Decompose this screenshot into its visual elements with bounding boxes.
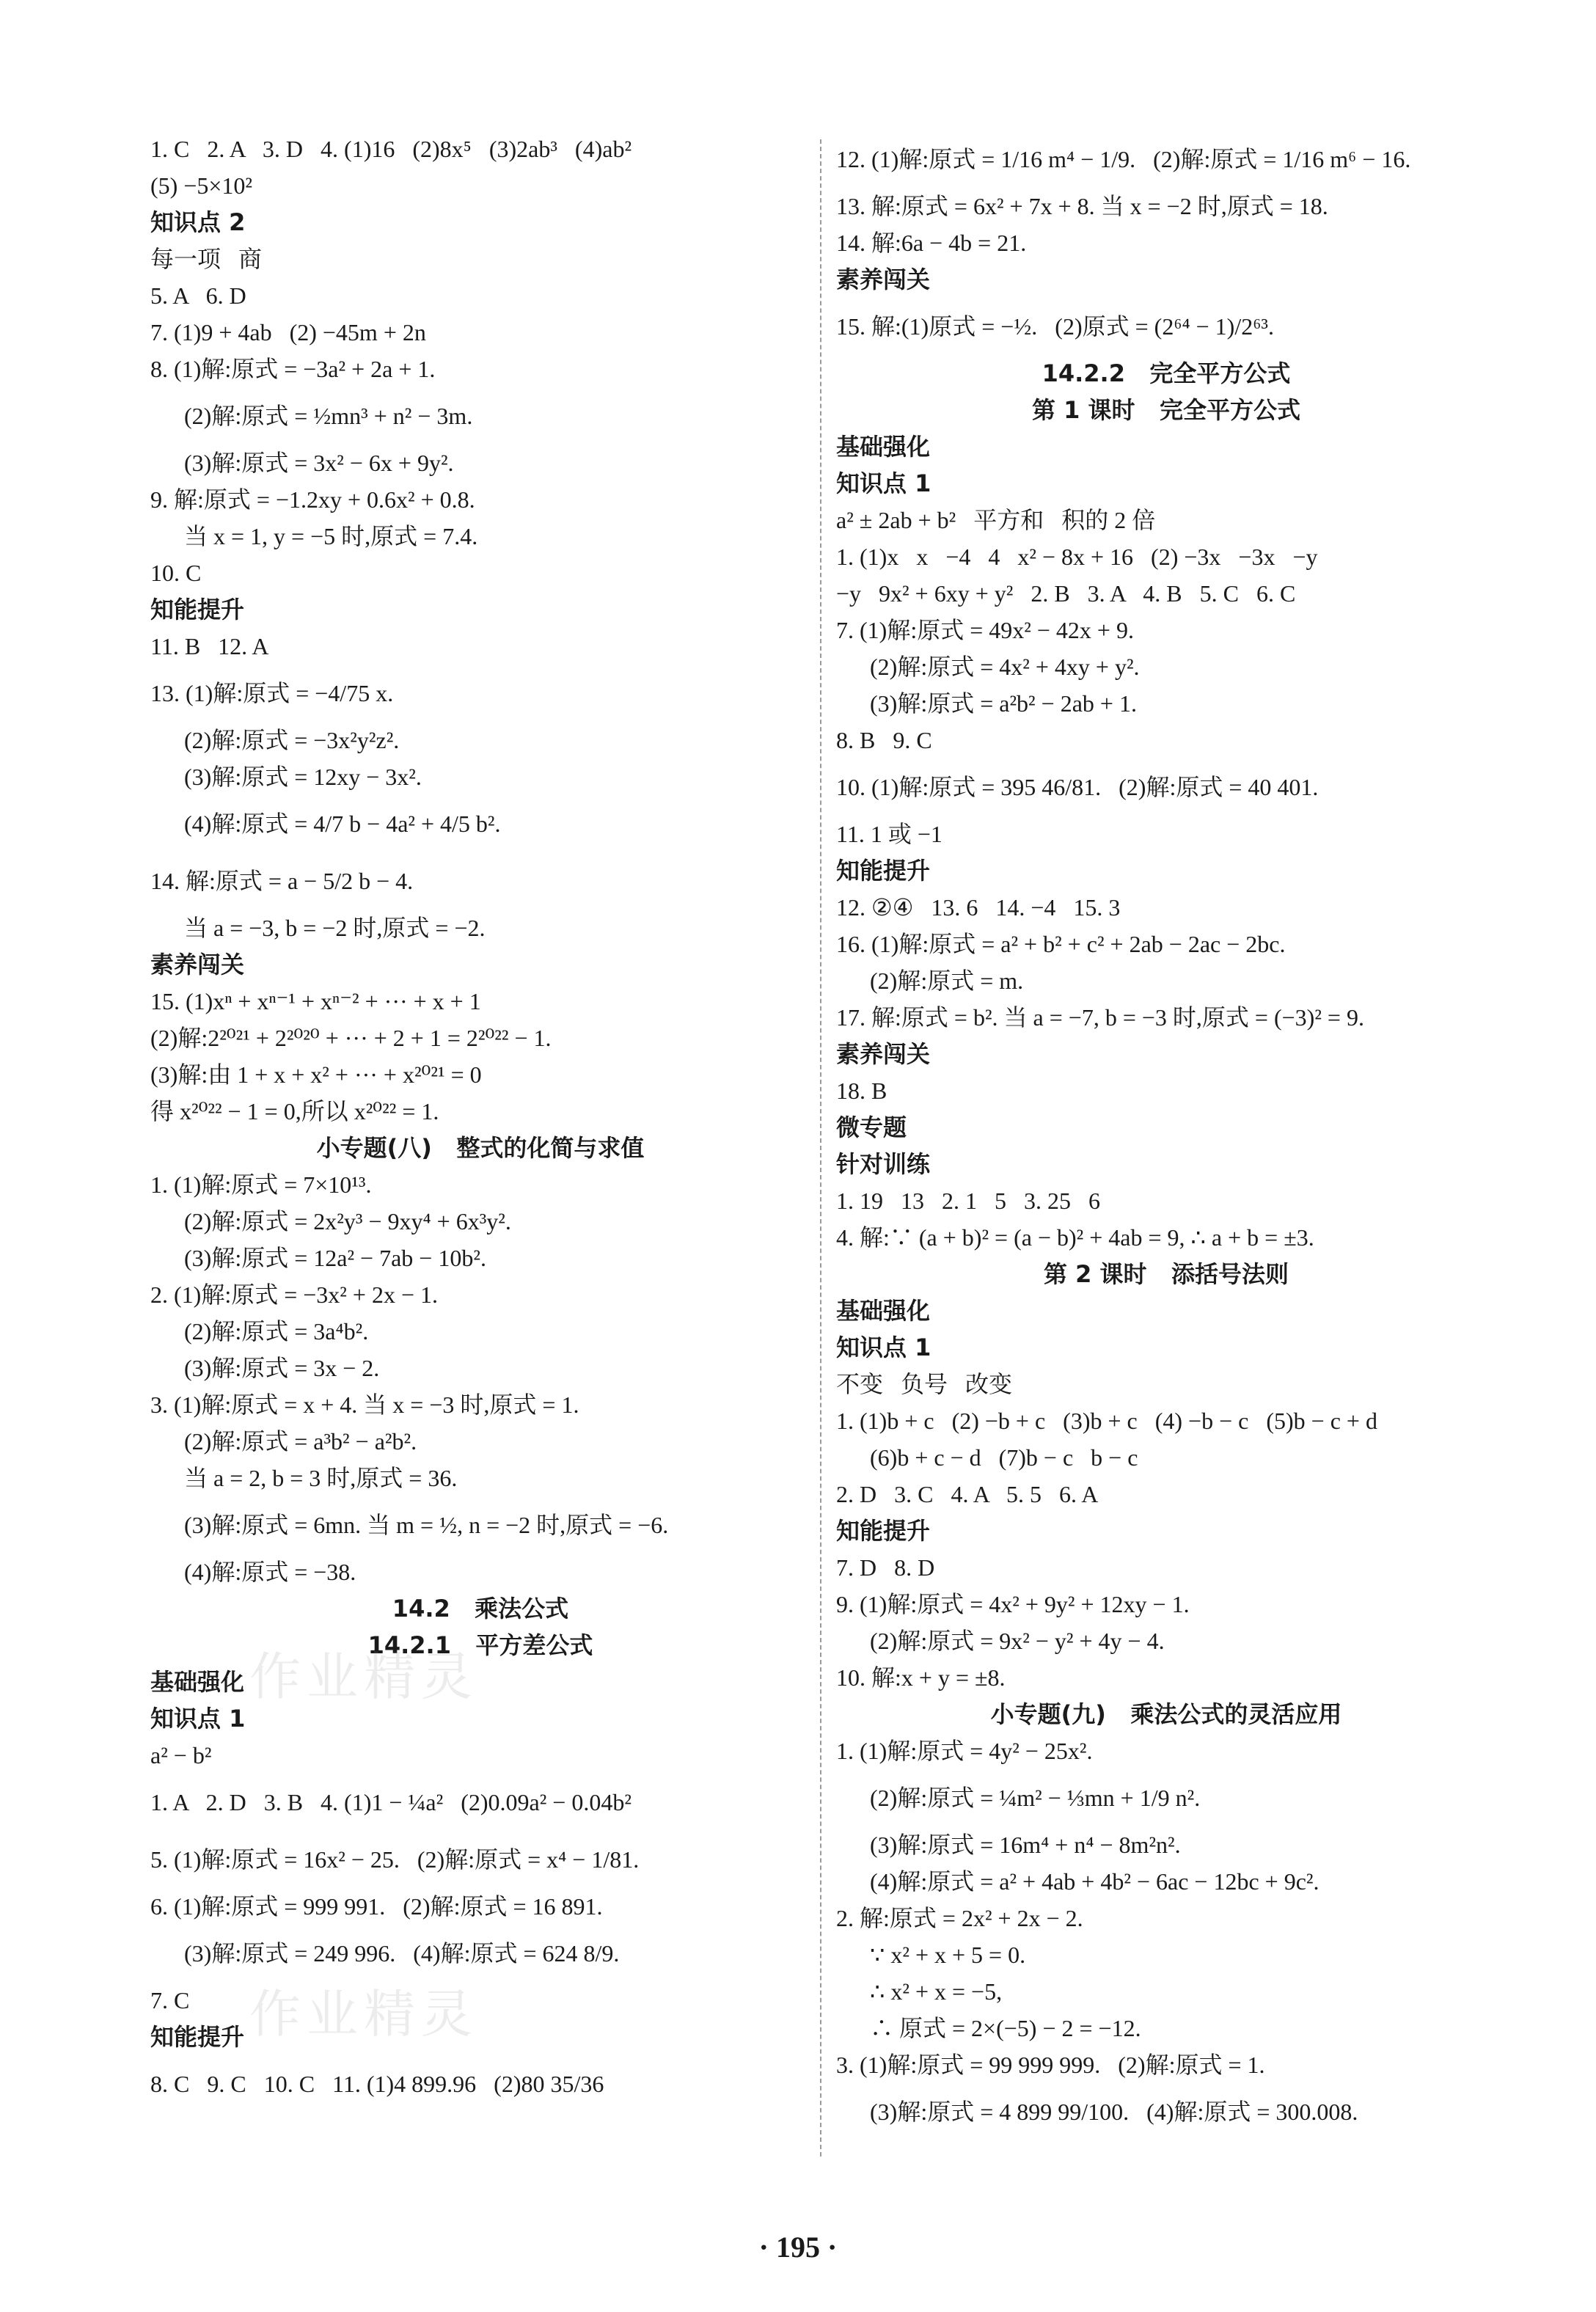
answer-line: 3. (1)解:原式 = x + 4. 当 x = −3 时,原式 = 1. [150, 1391, 579, 1418]
section-title: 小专题(九) 乘法公式的灵活应用 [990, 1700, 1342, 1728]
answer-line: (3)解:原式 = 3x − 2. [184, 1355, 380, 1381]
section-heading: 知识点 1 [836, 469, 931, 497]
answer-line: 7. C [150, 1987, 190, 2013]
answer-line: 7. (1)9 + 4ab (2) −45m + 2n [150, 319, 426, 345]
answer-line: −y 9x² + 6xy + y² 2. B 3. A 4. B 5. C 6. C [836, 580, 1296, 607]
answer-line: 11. B 12. A [150, 633, 269, 659]
answer-line: 每一项 商 [150, 246, 263, 272]
answer-line: (3)解:原式 = 16m⁴ + n⁴ − 8m²n². [870, 1832, 1181, 1858]
answer-line: (4)解:原式 = a² + 4ab + 4b² − 6ac − 12bc + 9c². [870, 1868, 1319, 1895]
answer-line: (4)解:原式 = −38. [184, 1559, 356, 1585]
answer-line: (3)解:原式 = a²b² − 2ab + 1. [870, 690, 1137, 717]
answer-line: 14. 解:6a − 4b = 21. [836, 230, 1027, 256]
answer-line: 不变 负号 改变 [836, 1371, 1013, 1397]
answer-line: 8. (1)解:原式 = −3a² + 2a + 1. [150, 356, 436, 382]
answer-line: (3)解:原式 = 12a² − 7ab − 10b². [184, 1245, 486, 1271]
answer-line: (2)解:原式 = ½mn³ + n² − 3m. [184, 403, 473, 429]
answer-line: (6)b + c − d (7)b − c b − c [870, 1444, 1138, 1471]
answer-line: 12. ②④ 13. 6 14. −4 15. 3 [836, 894, 1121, 921]
answer-line: 3. (1)解:原式 = 99 999 999. (2)解:原式 = 1. [836, 2052, 1265, 2078]
section-heading: 基础强化 [836, 1297, 931, 1325]
answer-line: (2)解:原式 = −3x²y²z². [184, 727, 400, 753]
section-heading: 知识点 2 [150, 208, 246, 236]
answer-line: 当 a = −3, b = −2 时,原式 = −2. [184, 915, 486, 941]
answer-line: 2. 解:原式 = 2x² + 2x − 2. [836, 1905, 1083, 1931]
answer-line: 4. 解:∵ (a + b)² = (a − b)² + 4ab = 9, ∴ a + b = ±3. [836, 1224, 1314, 1251]
section-heading: 知能提升 [150, 2023, 245, 2051]
answer-line: 2. (1)解:原式 = −3x² + 2x − 1. [150, 1281, 438, 1308]
section-heading: 素养闯关 [150, 951, 245, 978]
answer-line: 9. (1)解:原式 = 4x² + 9y² + 12xy − 1. [836, 1591, 1190, 1617]
answer-line: 1. (1)x x −4 4 x² − 8x + 16 (2) −3x −3x −y [836, 544, 1318, 570]
section-title: 14.2.2 完全平方公式 [1042, 359, 1291, 387]
section-heading: 素养闯关 [836, 1040, 931, 1068]
watermark: 作业精灵 [249, 1984, 478, 2044]
page-number: · 195 · [758, 2231, 838, 2264]
answer-line: (2)解:原式 = 3a⁴b². [184, 1318, 369, 1345]
answer-line: (3)解:原式 = 3x² − 6x + 9y². [184, 450, 454, 476]
section-title: 14.2.1 平方差公式 [367, 1631, 593, 1659]
answer-line: 18. B [836, 1078, 887, 1104]
answer-line: 15. 解:(1)原式 = −½. (2)原式 = (2⁶⁴ − 1)/2⁶³. [836, 313, 1274, 340]
section-heading: 针对训练 [836, 1150, 931, 1178]
answer-line: (2)解:原式 = 2x²y³ − 9xy⁴ + 6x³y². [184, 1208, 511, 1234]
section-heading: 知能提升 [150, 596, 245, 623]
answer-line: 7. (1)解:原式 = 49x² − 42x + 9. [836, 617, 1134, 643]
section-heading: 知识点 1 [836, 1334, 931, 1361]
answer-line: 7. D 8. D [836, 1554, 935, 1581]
answer-line: 8. C 9. C 10. C 11. (1)4 899.96 (2)80 35/36 [150, 2071, 604, 2097]
answer-line: 1. A 2. D 3. B 4. (1)1 − ¼a² (2)0.09a² − 0.04b² [150, 1789, 632, 1815]
answer-line: 13. 解:原式 = 6x² + 7x + 8. 当 x = −2 时,原式 = 18. [836, 193, 1328, 219]
answer-line: 16. (1)解:原式 = a² + b² + c² + 2ab − 2ac − 2bc. [836, 931, 1286, 957]
section-heading: 基础强化 [150, 1668, 245, 1696]
answer-line: 10. (1)解:原式 = 395 46/81. (2)解:原式 = 40 401. [836, 774, 1319, 800]
answer-line: ∵ x² + x + 5 = 0. [870, 1942, 1026, 1968]
answer-line: (2)解:原式 = 9x² − y² + 4y − 4. [870, 1628, 1165, 1654]
watermark: 作业精灵 [249, 1647, 478, 1707]
section-title: 小专题(八) 整式的化简与求值 [316, 1134, 645, 1162]
answer-line: 当 x = 1, y = −5 时,原式 = 7.4. [184, 523, 478, 549]
answer-line: (2)解:原式 = m. [870, 967, 1024, 994]
answer-line: (2)解:原式 = 4x² + 4xy + y². [870, 654, 1140, 680]
section-title: 第 1 课时 完全平方公式 [1032, 396, 1300, 424]
answer-line: 9. 解:原式 = −1.2xy + 0.6x² + 0.8. [150, 486, 475, 513]
answer-line: a² ± 2ab + b² 平方和 积的 2 倍 [836, 507, 1156, 533]
section-heading: 知能提升 [836, 1517, 931, 1545]
answer-line: a² − b² [150, 1742, 212, 1768]
answer-line: 得 x²⁰²² − 1 = 0,所以 x²⁰²² = 1. [150, 1098, 439, 1124]
answer-line: (3)解:原式 = 12xy − 3x². [184, 764, 422, 790]
answer-line: 1. 19 13 2. 1 5 3. 25 6 [836, 1188, 1100, 1214]
answer-line: (3)解:原式 = 4 899 99/100. (4)解:原式 = 300.008. [870, 2099, 1358, 2125]
answer-line: (5) −5×10² [150, 172, 252, 199]
answer-line: 13. (1)解:原式 = −4/75 x. [150, 680, 394, 706]
answer-line: 11. 1 或 −1 [836, 821, 942, 847]
column-divider [820, 139, 821, 2156]
answer-line: 15. (1)xⁿ + xⁿ⁻¹ + xⁿ⁻² + ··· + x + 1 [150, 988, 481, 1014]
answer-line: (2)解:2²⁰²¹ + 2²⁰²⁰ + ··· + 2 + 1 = 2²⁰²² − 1. [150, 1025, 552, 1051]
answer-line: (2)解:原式 = a³b² − a²b². [184, 1428, 417, 1455]
answer-line: (3)解:原式 = 249 996. (4)解:原式 = 624 8/9. [184, 1940, 620, 1967]
answer-line: 1. C 2. A 3. D 4. (1)16 (2)8x⁵ (3)2ab³ (4)ab² [150, 136, 632, 162]
right-column [836, 131, 1496, 2140]
answer-line: ∴ x² + x = −5, [870, 1978, 1003, 2005]
answer-line: 8. B 9. C [836, 727, 932, 753]
answer-line: 当 a = 2, b = 3 时,原式 = 36. [184, 1465, 458, 1491]
answer-line: 12. (1)解:原式 = 1/16 m⁴ − 1/9. (2)解:原式 = 1/16 m⁶ − 16. [836, 146, 1411, 172]
section-title: 第 2 课时 添括号法则 [1044, 1260, 1289, 1288]
answer-line: 1. (1)解:原式 = 4y² − 25x². [836, 1738, 1093, 1764]
answer-line: (3)解:原式 = 6mn. 当 m = ½, n = −2 时,原式 = −6. [184, 1512, 669, 1538]
answer-line: ∴ 原式 = 2×(−5) − 2 = −12. [870, 2015, 1141, 2041]
section-heading: 知能提升 [836, 857, 931, 885]
section-heading: 微专题 [836, 1113, 907, 1141]
section-title: 14.2 乘法公式 [392, 1595, 569, 1623]
answer-line: 14. 解:原式 = a − 5/2 b − 4. [150, 868, 414, 894]
answer-line: 10. 解:x + y = ±8. [836, 1664, 1006, 1691]
answer-line: 1. (1)解:原式 = 7×10¹³. [150, 1171, 372, 1198]
answer-line: 5. (1)解:原式 = 16x² − 25. (2)解:原式 = x⁴ − 1/81. [150, 1846, 640, 1873]
section-heading: 基础强化 [836, 433, 931, 461]
section-heading: 知识点 1 [150, 1705, 246, 1733]
answer-line: 10. C [150, 560, 202, 586]
section-heading: 素养闯关 [836, 266, 931, 293]
answer-line: 6. (1)解:原式 = 999 991. (2)解:原式 = 16 891. [150, 1893, 603, 1920]
answer-line: 17. 解:原式 = b². 当 a = −7, b = −3 时,原式 = (−3)² = 9. [836, 1004, 1364, 1031]
answer-line: (2)解:原式 = ¼m² − ⅓mn + 1/9 n². [870, 1785, 1201, 1811]
answer-line: 1. (1)b + c (2) −b + c (3)b + c (4) −b − c (5)b − c + d [836, 1408, 1377, 1434]
answer-line: 5. A 6. D [150, 282, 246, 309]
answer-line: 2. D 3. C 4. A 5. 5 6. A [836, 1481, 1099, 1507]
answer-line: (4)解:原式 = 4/7 b − 4a² + 4/5 b². [184, 811, 501, 837]
answer-line: (3)解:由 1 + x + x² + ··· + x²⁰²¹ = 0 [150, 1061, 482, 1088]
left-column [150, 131, 810, 2112]
